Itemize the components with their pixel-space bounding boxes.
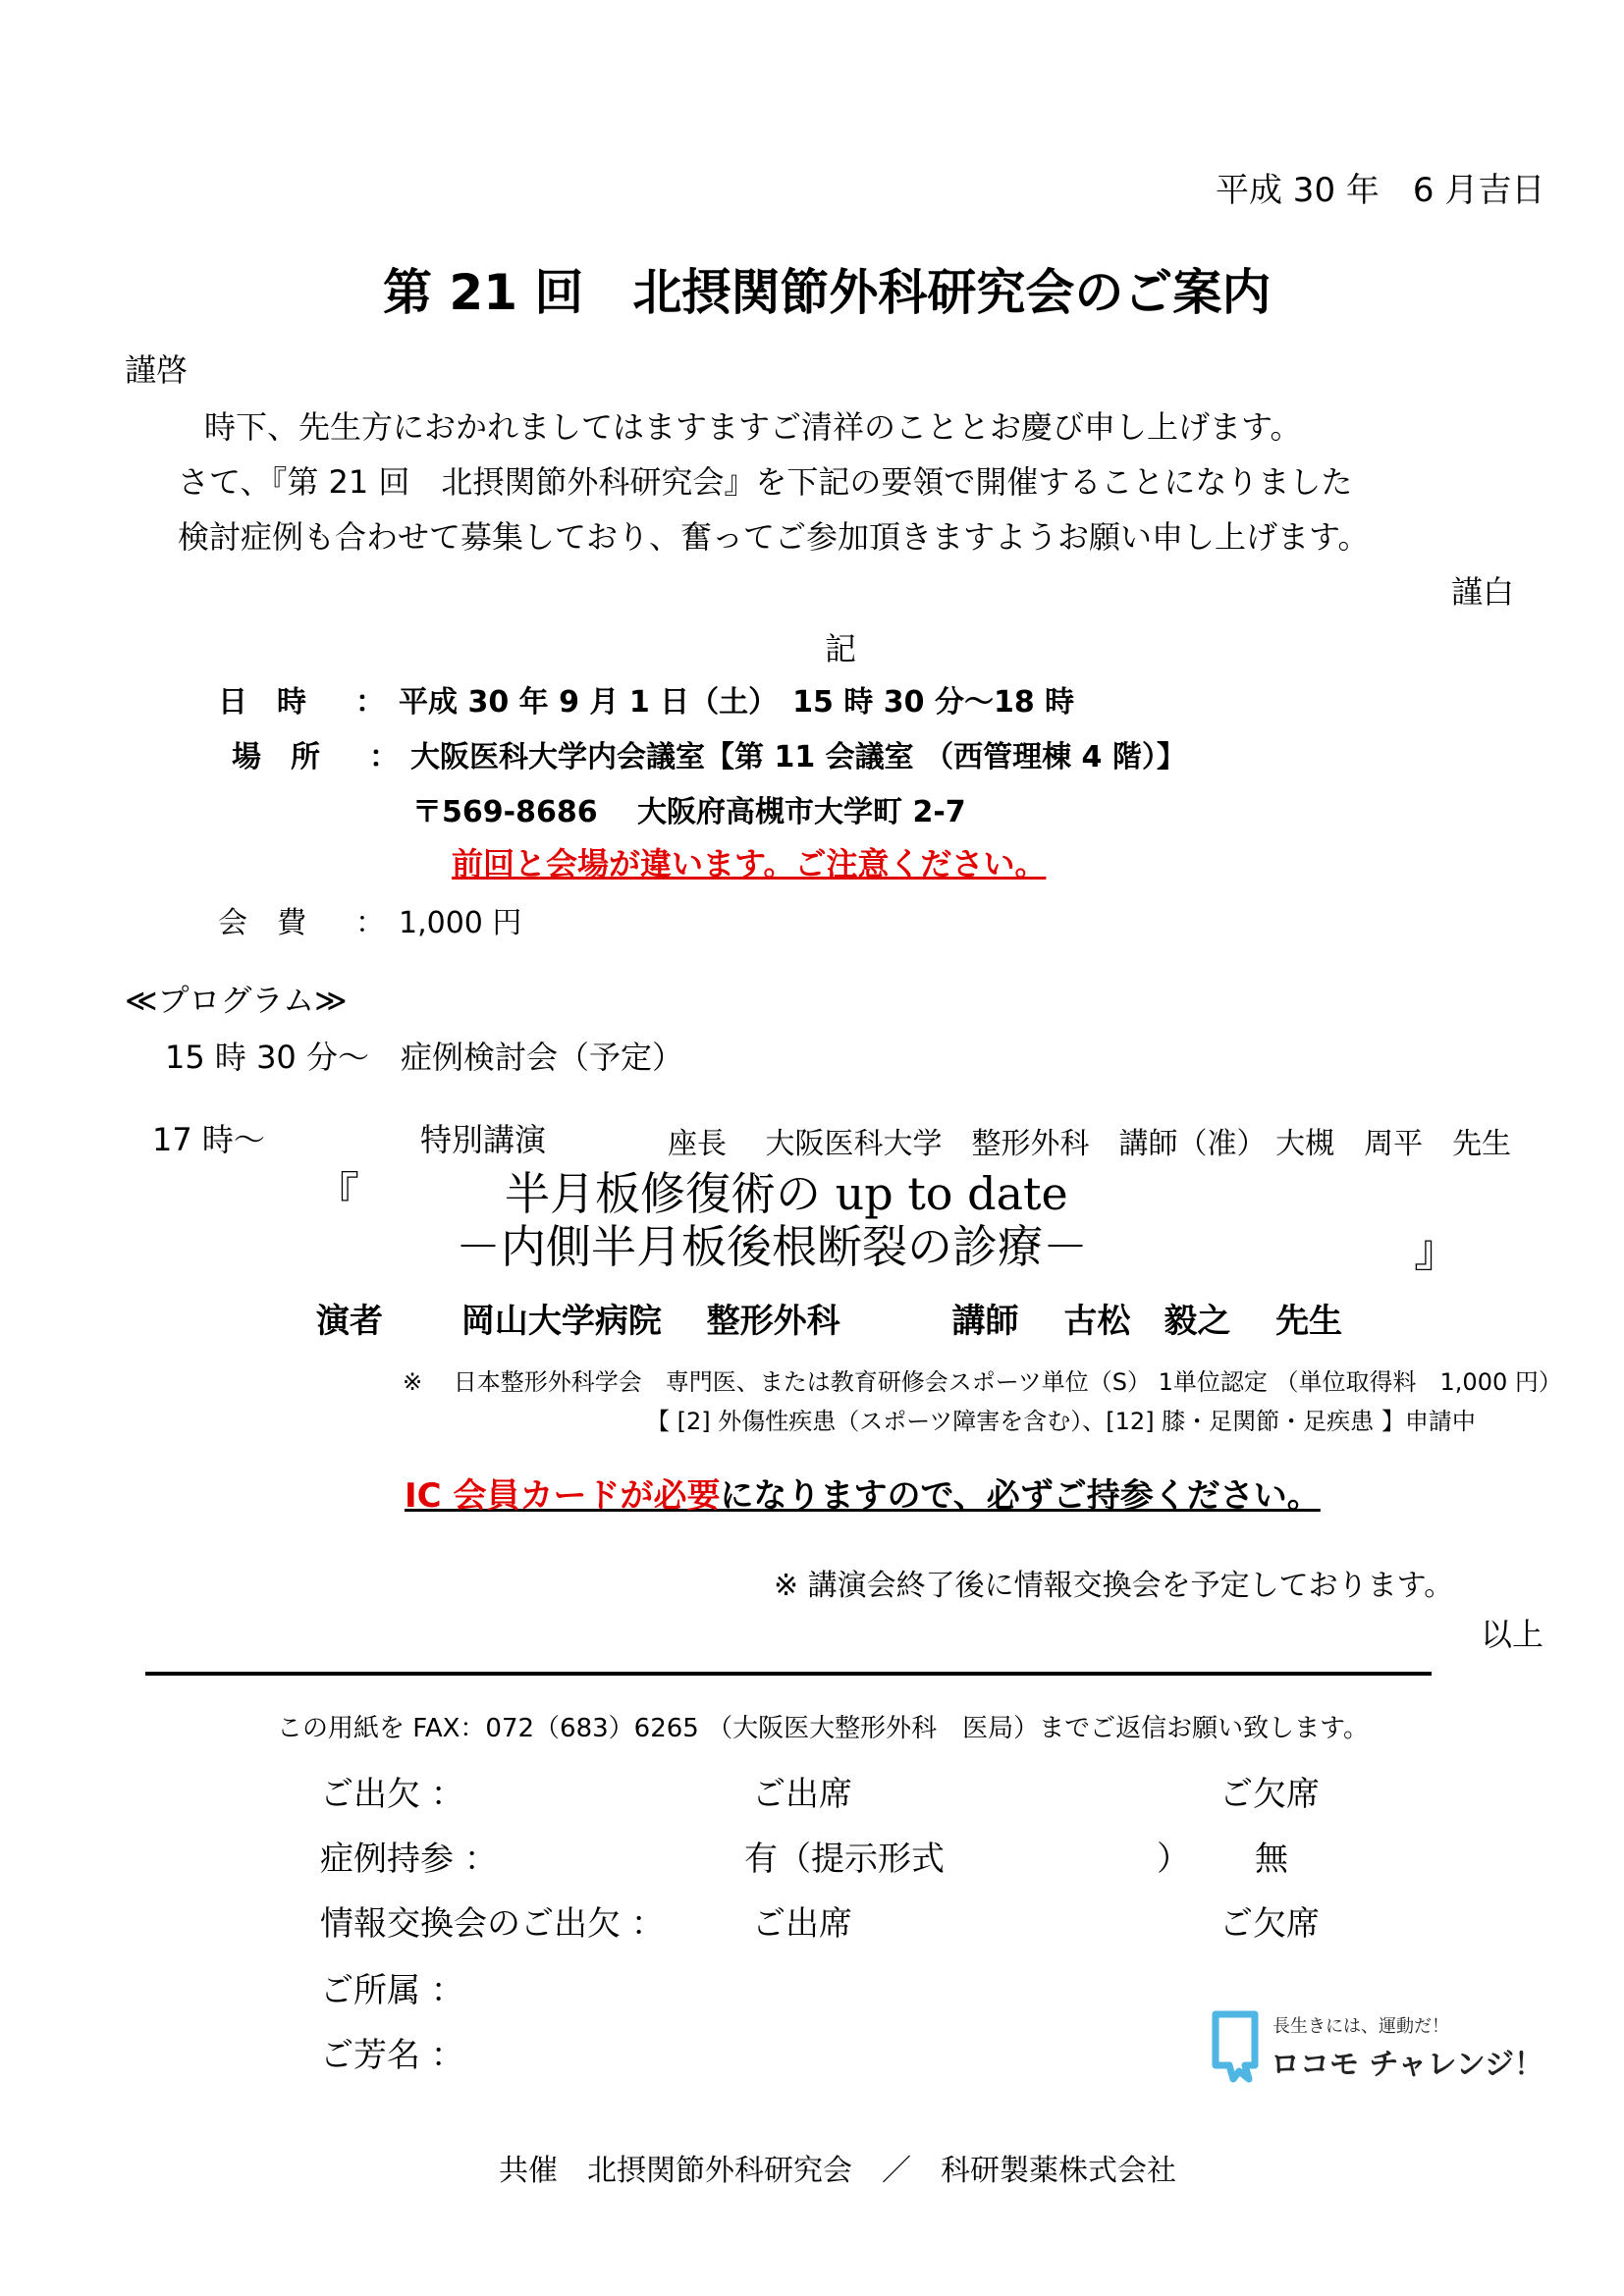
lecture-title-line-2: －内側半月板後根断裂の診療－ [456,1220,1088,1273]
page-title: 第 21 回 北摂関節外科研究会のご案内 [383,264,1272,321]
chairperson: 座長 大阪医科大学 整形外科 講師（准） 大槻 周平 先生 [668,1127,1512,1161]
place-label: 場 所 [232,740,320,774]
lecture-open-bracket: 『 [314,1167,359,1220]
logo-name: ロコモ チャレンジ！ [1271,2048,1544,2082]
document-date: 平成 30 年 6 月吉日 [1216,171,1545,210]
fee-colon: ： [355,906,385,940]
affiliation-label: ご所属 ： [320,1971,464,2010]
case-yes[interactable]: 有（提示形式 [744,1840,945,1879]
greeting-open: 謹啓 [125,351,189,389]
program-heading: ≪プログラム≫ [125,982,348,1019]
lecture-title-line-1: 半月板修復術の up to date [505,1167,1068,1220]
credit-note-2: 【 [2] 外傷性疾患（スポーツ障害を含む）、[12] 膝・足関節・足疾患 】申請中 [646,1408,1476,1435]
closing: 以上 [1481,1616,1544,1653]
ic-card-bring: になりますので、必ずご持参ください。 [720,1476,1321,1516]
fee-value: 1,000 円 [399,906,522,940]
program-item-2-title: 特別講演 [420,1121,547,1158]
locomo-challenge-logo-icon [1210,2008,1261,2087]
program-item-1: 15 時 30 分〜 症例検討会（予定） [165,1039,683,1076]
datetime-label: 日 時 [218,685,306,720]
exchange-attendance-no[interactable]: ご欠席 [1219,1904,1320,1944]
credit-note-1: ※ 日本整形外科学会 専門医、または教育研修会スポーツ単位（S） 1単位認定 （単位取得料 1,000 円） [403,1368,1562,1396]
ki-heading: 記 [825,630,857,667]
address: 〒569-8686 大阪府高槻市大学町 2-7 [412,795,966,829]
logo-tagline: 長生きには、運動だ！ [1272,2016,1449,2037]
body-line-3: 検討症例も合わせて募集しており、奮ってご参加頂きますようお願い申し上げます。 [178,518,1370,556]
venue-notice: 前回と会場が違います。ご注意ください。 [452,845,1047,882]
speaker: 演者 岡山大学病院 整形外科 講師 古松 毅之 先生 [316,1302,1343,1341]
name-label: ご芳名 ： [320,2036,464,2075]
footer-cosponsors: 共催 北摂関節外科研究会 ／ 科研製薬株式会社 [499,2154,1176,2188]
body-line-1: 時下、先生方におかれましてはますますご清祥のこととお慶び申し上げます。 [204,408,1302,446]
datetime-value: 平成 30 年 9 月 1 日（土） 15 時 30 分〜18 時 [399,685,1075,720]
case-label: 症例持参 ： [320,1840,498,1879]
attendance-no[interactable]: ご欠席 [1219,1775,1320,1814]
lecture-close-bracket: 』 [1414,1224,1459,1277]
ic-card-required: が必要 [620,1476,721,1516]
body-line-2: さて、『第 21 回 北摂関節外科研究会』を下記の要領で開催することになりました [178,463,1353,501]
reply-separator-line [145,1672,1432,1676]
fax-instruction: この用紙を FAX：072（683）6265 （大阪医大整形外科 医局）までご返信お願い致します。 [277,1714,1370,1743]
fee-label: 会 費 [218,906,306,940]
exchange-attendance-yes[interactable]: ご出席 [752,1904,852,1944]
ic-card-notice [405,1468,1321,1517]
exchange-note: ※ 講演会終了後に情報交換会を予定しております。 [774,1569,1454,1603]
attendance-yes[interactable]: ご出席 [752,1775,852,1814]
ic-card-label: IC 会員カード [405,1476,621,1516]
place-value: 大阪医科大学内会議室【第 11 会議室 （西管理棟 4 階）】 [410,740,1186,774]
attendance-label: ご出欠 ： [320,1775,464,1814]
place-colon: ： [369,740,399,774]
exchange-attendance-label: 情報交換会のご出欠 ： [320,1904,665,1944]
datetime-colon: ： [355,685,385,720]
case-paren: ） [1157,1840,1190,1879]
greeting-close: 謹白 [1451,573,1515,611]
case-no[interactable]: 無 [1255,1840,1288,1879]
program-item-2-time: 17 時〜 [152,1121,265,1158]
